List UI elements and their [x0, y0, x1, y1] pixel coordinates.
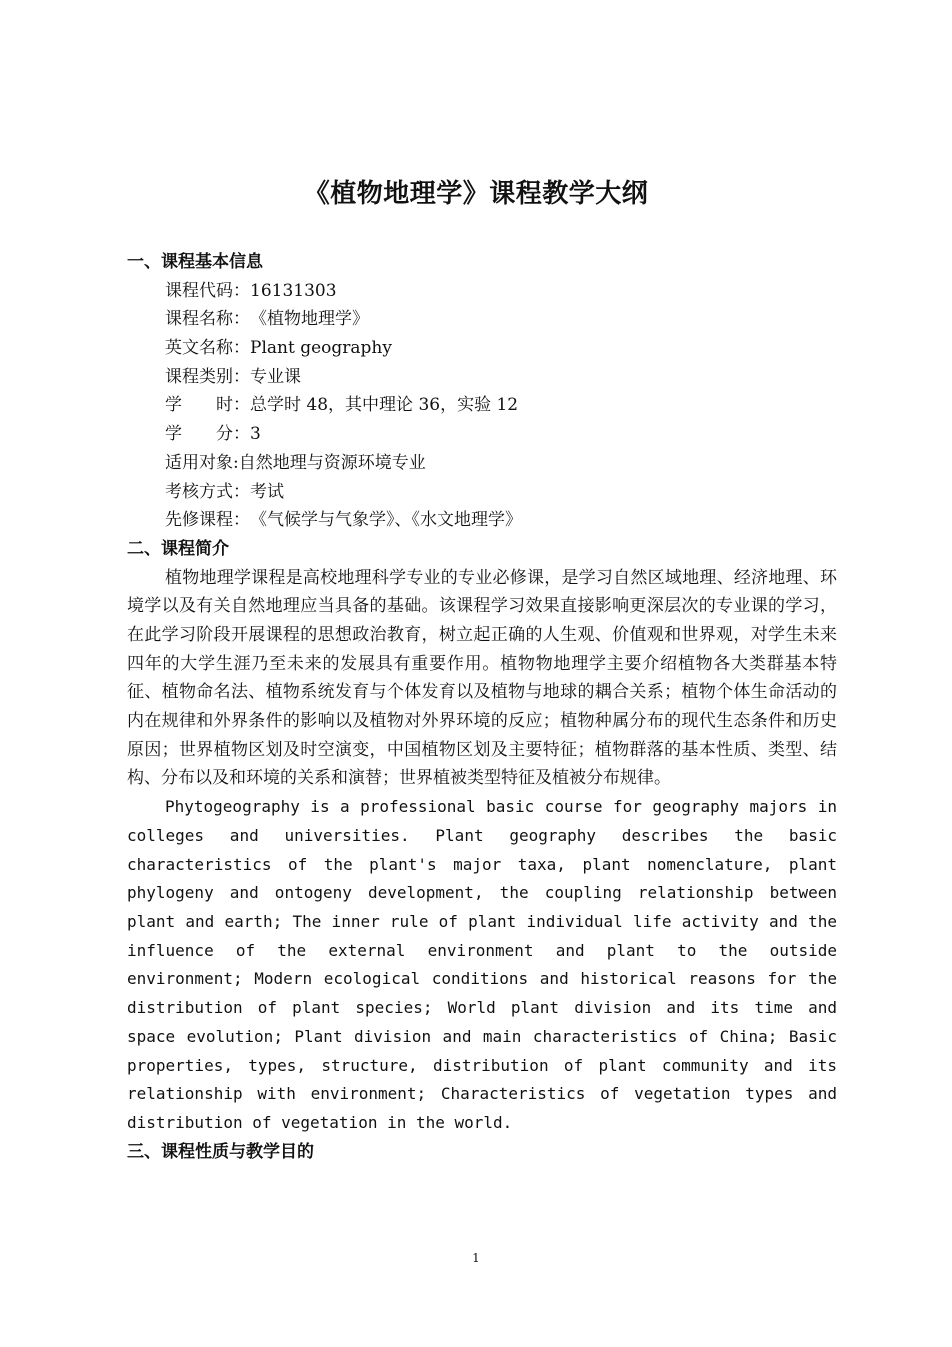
info-label: 适用对象: [165, 452, 239, 473]
info-row-assessment [127, 478, 837, 507]
document-title: 《植物地理学》课程教学大纲 [303, 179, 649, 209]
info-row-credits [127, 420, 837, 449]
introduction-paragraph-chinese: 植物地理学课程是高校地理科学专业的专业必修课，是学习自然区域地理、经济地理、环境学以及有关自然地理应当具备的基础。该课程学习效果直接影响更深层次的专业课的学习，在此学习阶段开展课程的思想政治教育，树立起正确的人生观、价值观和世界观，对学生未来四年的大学生涯乃至未来的发展具有重要作用。植物物地理学主要介绍植物各大类群基本特征、植物命名法、植物系统发育与个体发育以及植物与地球的耦合关系；植物个体生命活动的内在规律和外界条件的影响以及植物对外界环境的反应；植物种属分布的现代生态条件和历史原因；世界植物区划及时空演变，中国植物区划及主要特征；植物群落的基本性质、类型、结构、分布以及和环境的关系和演替；世界植被类型特征及植被分布规律。 [127, 567, 837, 789]
info-value: 16131303 [250, 280, 337, 301]
info-row-target-students [127, 449, 837, 478]
section-heading-nature-and-objectives: 三、课程性质与教学目的 [127, 1141, 314, 1162]
info-value: 专业课 [250, 366, 301, 387]
introduction-paragraph-english: Phytogeography is a professional basic course for geography majors in colleges and universities. Plant geography describes the basic characteristics of the plant's major taxa, plant nomenclature, plant phylogeny and ontogeny development, the coupling relationship between plant and earth; The inner rule of plant individual life activity and the influence of the external environment and plant to the outside environment; Modern ecological conditions and historical reasons for the distribution of plant species; World plant division and its time and space evolution; Plant division and main characteristics of China; Basic properties, types, structure, distribution of plant community and its relationship with environment; Characteristics of vegetation types and distribution of vegetation in the world. [127, 797, 837, 1132]
info-label: 课程代码： [165, 280, 250, 301]
info-label: 考核方式： [165, 481, 250, 502]
info-value: Plant geography [250, 338, 392, 359]
info-value: 3 [250, 424, 261, 445]
info-value: 考试 [250, 481, 284, 502]
info-label: 课程名称： [165, 309, 250, 330]
section-heading-basic-info: 一、课程基本信息 [127, 252, 263, 272]
info-label: 英文名称： [165, 338, 250, 359]
info-label: 先修课程： [165, 510, 250, 531]
info-row-course-code [127, 277, 837, 306]
info-label: 课程类别： [165, 366, 250, 387]
info-row-course-type [127, 363, 837, 392]
info-label: 学 分： [165, 424, 250, 445]
info-value: 自然地理与资源环境专业 [238, 452, 426, 473]
info-row-course-name [127, 305, 837, 334]
document-body [127, 248, 837, 1166]
info-row-prerequisites [127, 506, 837, 535]
section-heading-introduction: 二、课程简介 [127, 538, 229, 559]
info-value: 《植物地理学》 [250, 309, 369, 330]
info-label: 学 时： [165, 395, 250, 416]
info-row-english-name [127, 334, 837, 363]
info-value: 总学时 48，其中理论 36，实验 12 [250, 395, 519, 416]
info-row-hours [127, 391, 837, 420]
info-value: 《气候学与气象学》、《水文地理学》 [250, 510, 522, 531]
page-number: 1 [472, 1251, 480, 1265]
